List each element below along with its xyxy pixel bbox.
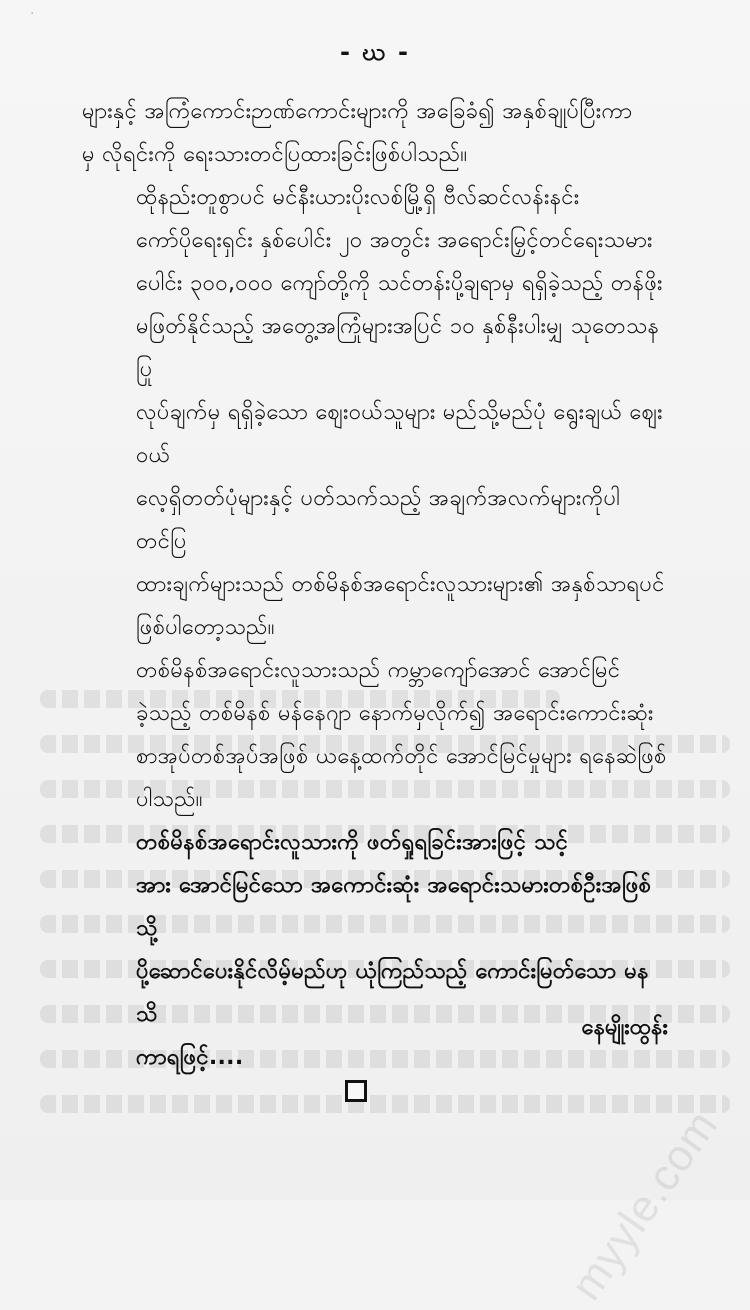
line: ကော်ပိုရေးရှင်း နှစ်ပေါင်း ၂၀ အတွင်း အရောင်းမြှင့်တင်ရေးသမား xyxy=(136,228,653,253)
line: များနှင့် အကြံကောင်းဉာဏ်ကောင်းများကို အခြေခံ၍ အနှစ်ချုပ်ပြီးကာ xyxy=(82,99,633,124)
paragraph-1 xyxy=(82,90,668,176)
paragraph-3 xyxy=(82,649,668,821)
line: လေ့ရှိတတ်ပုံများနှင့် ပတ်သက်သည့် အချက်အလက်များကိုပါ တင်ပြ xyxy=(136,486,621,554)
line: ပါသည်။ xyxy=(136,787,203,812)
body-text xyxy=(82,90,668,1079)
line: ပို့ဆောင်ပေးနိုင်လိမ့်မည်ဟု ယုံကြည်သည့် ကောင်းမြတ်သော မနသိ xyxy=(136,959,649,1027)
corner-mark: · xyxy=(30,6,35,22)
end-mark-icon xyxy=(345,1080,367,1102)
line: ခဲ့သည့် တစ်မိနစ် မန်နေဂျာ နောက်မှလိုက်၍ အရောင်းကောင်းဆုံး xyxy=(136,701,654,726)
line: ကာရဖြင့်.... xyxy=(136,1045,244,1070)
line: ထားချက်များသည် တစ်မိနစ်အရောင်းလူသားများ၏ အနှစ်သာရပင် xyxy=(136,572,665,597)
line: မဖြတ်နိုင်သည့် အတွေ့အကြုံများအပြင် ၁၀ နှစ်နီးပါးမျှ သုတေသနပြု xyxy=(136,314,660,382)
line: ဖြစ်ပါတော့သည်။ xyxy=(136,615,275,640)
line: အား အောင်မြင်သော အကောင်းဆုံး အရောင်းသမားတစ်ဦးအဖြစ်သို့ xyxy=(136,873,652,941)
watermark: myyle.com xyxy=(561,1101,728,1310)
line: ထိုနည်းတူစွာပင် မင်နီးယားပိုးလစ်မြို့ရှိ ဗီလ်ဆင်လန်းနင်း xyxy=(136,185,580,210)
line: တစ်မိနစ်အရောင်းလူသားသည် ကမ္ဘာကျော်အောင် အောင်မြင် xyxy=(136,658,621,683)
line: မှ လိုရင်းကို ရေးသားတင်ပြထားခြင်းဖြစ်ပါသည်။ xyxy=(82,142,468,167)
line: စာအုပ်တစ်အုပ်အဖြစ် ယနေ့ထက်တိုင် အောင်မြင်မှုများ ရနေဆဲဖြစ် xyxy=(136,744,667,769)
line: ပေါင်း ၃၀၀,၀၀၀ ကျော်တို့ကို သင်တန်းပို့ချရာမှ ရရှိခဲ့သည့် တန်ဖိုး xyxy=(136,271,663,296)
signature: နေမျိုးထွန်း xyxy=(581,1015,668,1040)
line: လုပ်ချက်မှ ရရှိခဲ့သော ဈေးဝယ်သူများ မည်သို့မည်ပုံ ရွေးချယ် ဈေးဝယ် xyxy=(136,400,663,468)
line: တစ်မိနစ်အရောင်းလူသားကို ဖတ်ရှုရခြင်းအားဖြင့် သင့် xyxy=(136,830,569,855)
paragraph-2 xyxy=(82,176,668,649)
page-number: - ဃ - xyxy=(339,38,411,66)
